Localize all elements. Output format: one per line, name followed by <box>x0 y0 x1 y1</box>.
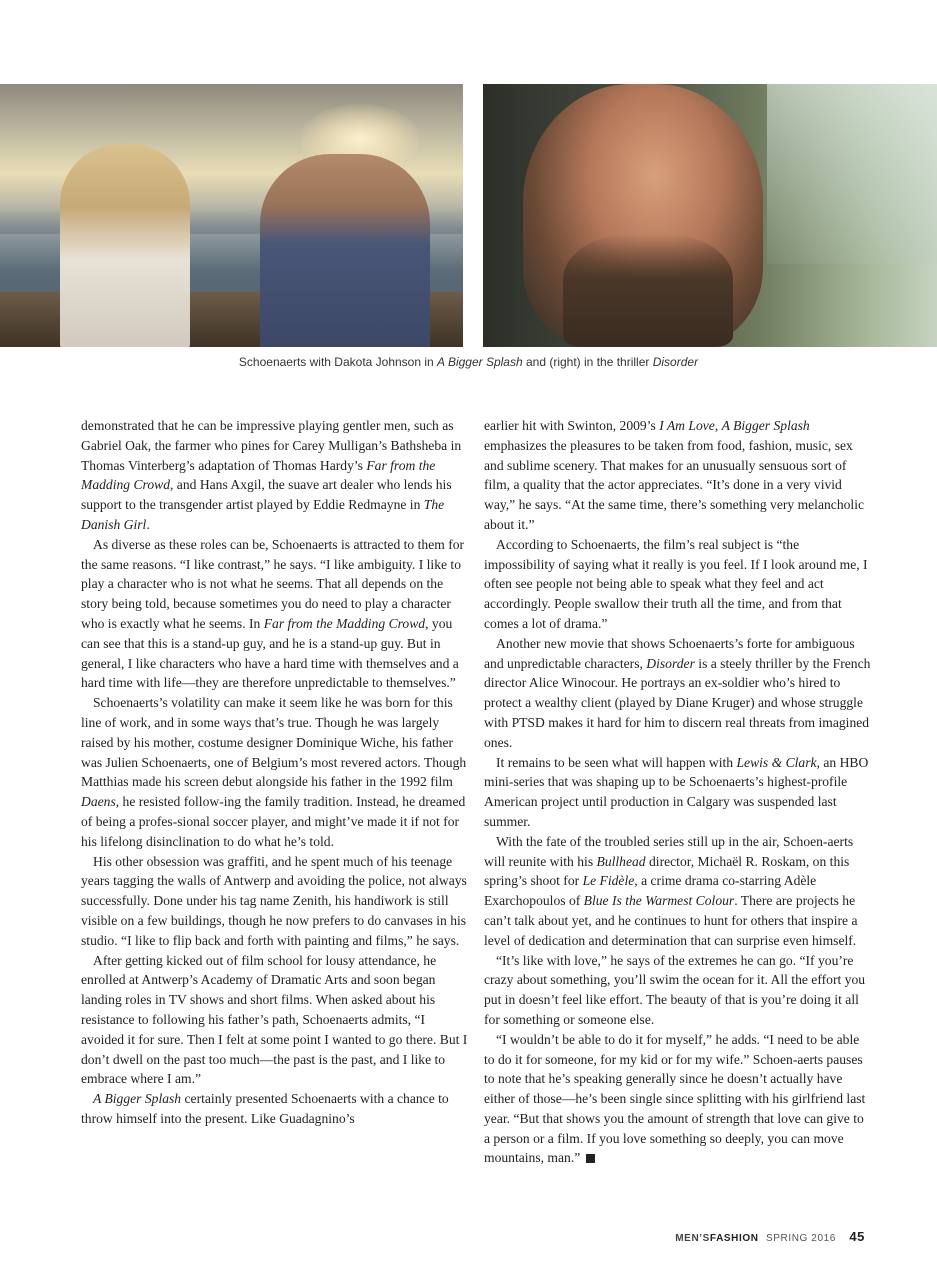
italic-title: Far from the Madding Crowd <box>81 457 436 493</box>
italic-title: Bullhead <box>596 853 646 869</box>
page-number: 45 <box>849 1229 865 1244</box>
paragraph-text: earlier hit with Swinton, 2009’s <box>484 418 660 433</box>
article-paragraph <box>484 753 871 832</box>
paragraph-text: , <box>714 418 722 433</box>
page-folio <box>675 1229 865 1244</box>
magazine-name-mens: MEN’S <box>675 1233 710 1244</box>
caption-text: and (right) in the thriller <box>522 355 653 369</box>
italic-title: A Bigger Splash <box>721 418 810 433</box>
paragraph-text: is a steely thriller by the French director Alice Winocour. He portrays an ex-soldier who’s hired to protect a wealthy client (played by Diane Kruger) and whose struggle with PTSD makes it hard for him to discern real threats from imagined ones. <box>484 655 871 750</box>
photo-schoenaerts-dakota-johnson <box>0 84 463 347</box>
article-paragraph <box>484 535 871 634</box>
article-paragraph <box>484 634 871 753</box>
italic-title: Disorder <box>646 655 695 671</box>
paragraph-text: After getting kicked out of film school for lousy attendance, he enrolled at Antwerp’s Academy of Dramatic Arts and soon began landing roles in TV shows and short films. When asked about his resistance to following his father’s path, Schoenaerts admits, “I avoided it for sure. Then I felt at some point I wanted to go there. But I don’t dwell on the past too much—the past is the past, and I like to embrace where I am.” <box>81 952 468 1087</box>
article-paragraph <box>484 416 871 535</box>
article-paragraph <box>484 832 871 951</box>
article-paragraph <box>81 535 468 693</box>
italic-title: Le Fidèle <box>582 873 635 889</box>
paragraph-text: His other obsession was graffiti, and he spent much of his teenage years tagging the walls of Antwerp and avoiding the police, not always successfully. Done under his tag name Zenith, his handiwork is still visible on a few buildings, though he now prefers to do canvases in his studio. “I like to flip back and forth with painting and films,” he says. <box>81 853 467 948</box>
caption-film-title: A Bigger Splash <box>437 355 523 369</box>
article-paragraph <box>81 951 468 1090</box>
paragraph-text: , and Hans Axgil, the suave art dealer who lends his support to the transgender artist played by Eddie Redmayne in <box>81 477 452 513</box>
italic-title: The Danish Girl <box>81 497 445 532</box>
man-figure <box>260 154 430 347</box>
paragraph-text: demonstrated that he can be impressive playing gentler men, such as Gabriel Oak, the farmer who pines for Carey Mulligan’s Bathsheba in Thomas Vinterberg’s adaptation of Thomas Hardy’s <box>81 418 462 473</box>
caption-text: Schoenaerts with Dakota Johnson in <box>238 355 438 369</box>
paragraph-text: “It’s like with love,” he says of the extremes he can go. “If you’re crazy about something, you’ll swim the ocean for it. All the effort you put in doesn’t feel like effort. The beauty of that is you’re doing it all for something or someone else. <box>484 952 866 1027</box>
photo-caption <box>0 355 937 369</box>
article-paragraph <box>81 416 468 535</box>
paragraph-text: , a crime drama co-starring Adèle Exarchopoulos of <box>484 873 817 909</box>
article-paragraph <box>81 693 468 851</box>
magazine-name-fashion: FASHION <box>709 1233 759 1244</box>
paragraph-text: . There are projects he can’t talk about yet, and he continues to hunt for others that inspire a level of dedication and determination that can surprise even himself. <box>484 893 858 948</box>
paragraph-text: , you can see that this is a stand-up guy, and he is a stand-up guy. But in general, I like characters who have a hard time with themselves and a hard time with life—they are therefore unpredictable to themselves.” <box>81 615 459 691</box>
italic-title: Blue Is the Warmest Colour <box>583 893 735 909</box>
article-column-left <box>81 416 468 1129</box>
actor-beard <box>563 234 733 347</box>
article-paragraph <box>484 1030 871 1169</box>
car-window <box>767 84 937 264</box>
caption-film-title: Disorder <box>652 355 699 369</box>
paragraph-text: director, Michaël R. Roskam, on this spring’s shoot for <box>484 853 850 889</box>
end-mark-icon <box>586 1154 595 1163</box>
paragraph-text: “I wouldn’t be able to do it for myself,” he adds. “I need to be able to do it for someone, for my kid or for my wife.” Schoen-aerts pauses to note that he’s speaking generally since he doesn’t actually have either of those—he’s been single since splitting with his girlfriend last year. “But that shows you the amount of strength that love can give to a person or a film. If you love something so deeply, you can move mountains, man.” <box>484 1031 866 1166</box>
paragraph-text: , an HBO mini-series that was shaping up to be Schoenaerts’s highest-profile American project until production in Calgary was suspended last summer. <box>484 754 869 829</box>
article-paragraph <box>484 951 871 1030</box>
paragraph-text: It remains to be seen what will happen with <box>496 754 737 770</box>
paragraph-text: certainly presented Schoenaerts with a chance to throw himself into the present. Like Guadagnino’s <box>81 1091 449 1126</box>
paragraph-text: According to Schoenaerts, the film’s real subject is “the impossibility of saying what it really is you feel. If I look around me, I often see people not being able to speak what they feel and act accordingly. People swallow their truth all the time, and from that comes a lot of drama.” <box>484 536 868 631</box>
italic-title: Lewis & Clark <box>736 754 817 770</box>
italic-title: A Bigger Splash <box>93 1091 182 1107</box>
paragraph-text: . <box>146 516 150 532</box>
article-paragraph <box>81 1089 468 1129</box>
photo-disorder-still <box>483 84 937 347</box>
italic-title: Far from the Madding Crowd <box>263 615 426 631</box>
woman-figure <box>60 144 190 347</box>
article-column-right <box>484 416 871 1168</box>
paragraph-text: emphasizes the pleasures to be taken from food, fashion, music, sex and sublime scenery. That makes for an unusually sensuous sort of film, a quality that the actor appreciates. “It’s done in a very vivid way,” he says. “At the same time, there’s something very melancholic about it.” <box>484 437 865 532</box>
issue-season: SPRING 2016 <box>765 1233 836 1244</box>
article-paragraph <box>81 852 468 951</box>
paragraph-text: Another new movie that shows Schoenaerts’s forte for ambiguous and unpredictable characters, <box>484 635 855 671</box>
paragraph-text: , he resisted follow-ing the family tradition. Instead, he dreamed of being a profes-sional soccer player, and might’ve made it if not for his lifelong disinclination to do what he’s told. <box>81 794 466 849</box>
paragraph-text: Schoenaerts’s volatility can make it seem like he was born for this line of work, and in some ways that’s true. Though he was largely raised by his mother, costume designer Dominique Wiche, his father was Julien Schoenaerts, one of Belgium’s most revered actors. Though Matthias made his screen debut alongside his father in the 1992 film <box>81 695 467 790</box>
paragraph-text: As diverse as these roles can be, Schoenaerts is attracted to them for the same reasons. “I like contrast,” he says. “I like ambiguity. I like to play a character who is not what he seems. That all depends on the story being told, because sometimes you do need to play a character who is exactly what he seems. In <box>81 536 465 631</box>
italic-title: I Am Love <box>659 418 715 433</box>
italic-title: Daens <box>81 794 116 810</box>
paragraph-text: With the fate of the troubled series still up in the air, Schoen-aerts will reunite with his <box>484 833 854 869</box>
